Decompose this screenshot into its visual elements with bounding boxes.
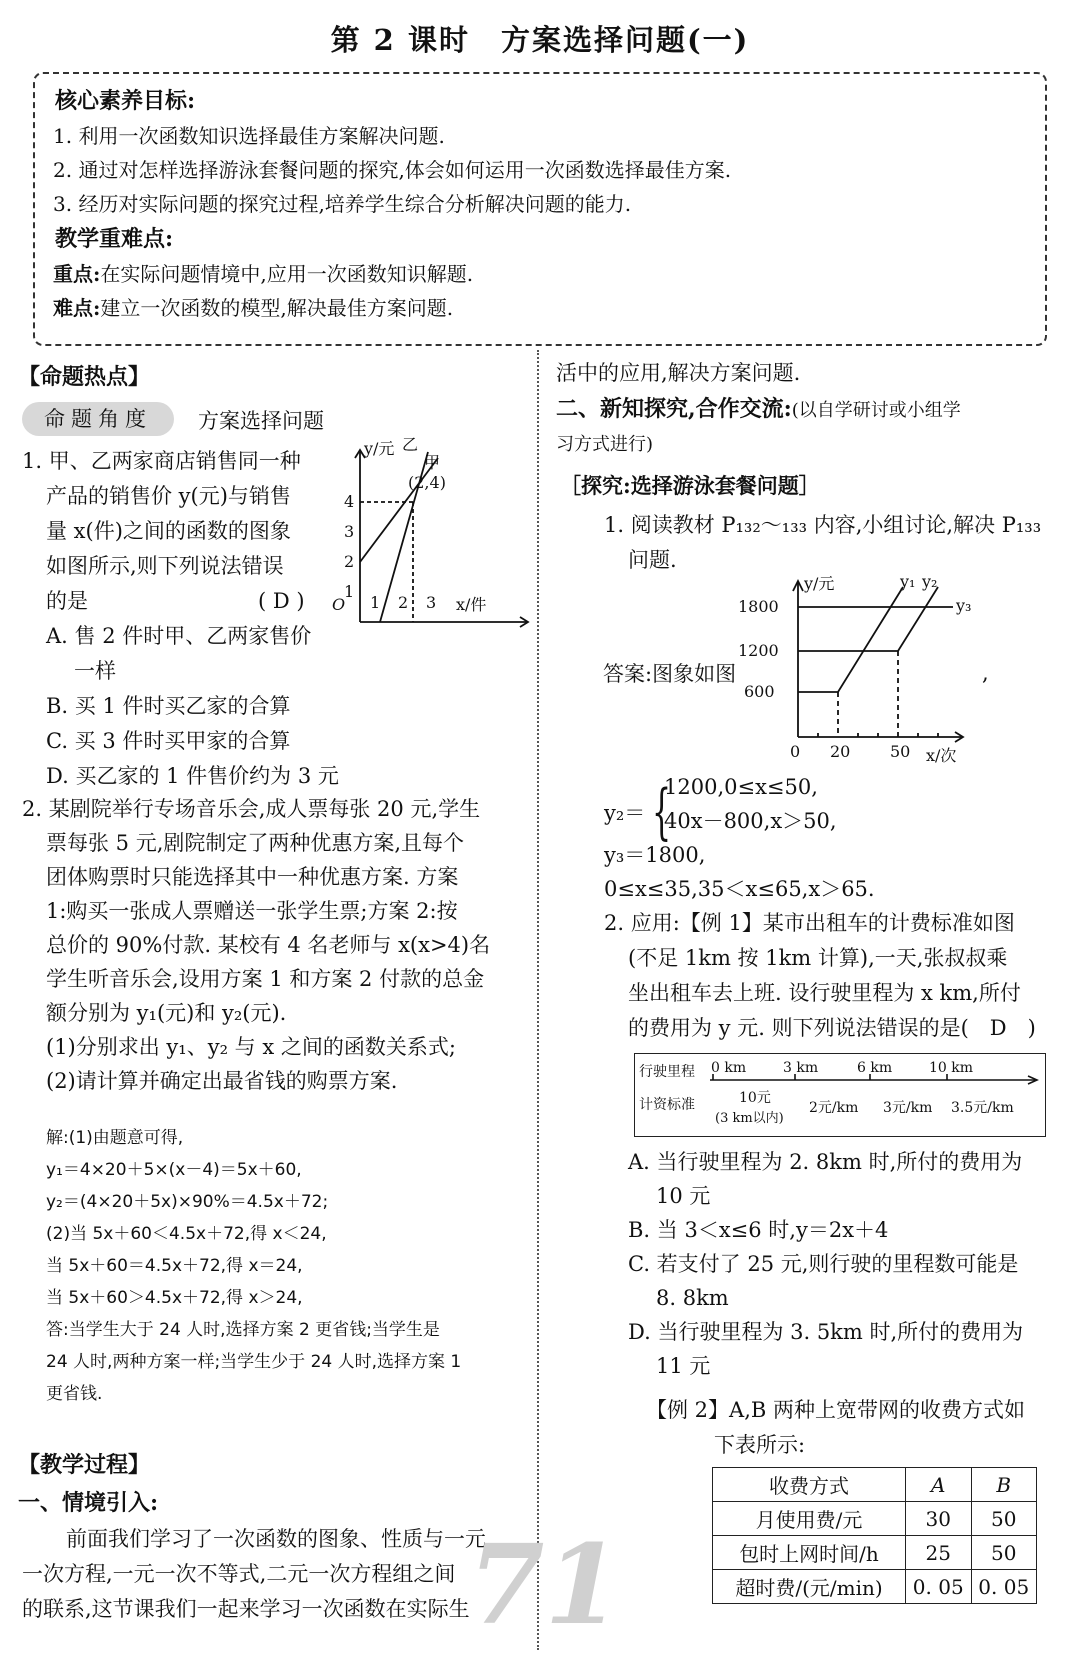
q2-line: (1)分别求出 y₁、y₂ 与 x 之间的函数关系式; bbox=[46, 1035, 456, 1059]
label-yi: 乙 bbox=[402, 435, 419, 454]
mark: 3 km bbox=[783, 1060, 819, 1076]
table-header: B bbox=[971, 1468, 1037, 1502]
hot-heading: 【命题热点】 bbox=[18, 364, 151, 390]
xtick: 2 bbox=[398, 593, 409, 612]
y2-case-2: 40x－800,x＞50, bbox=[664, 809, 837, 833]
ytick: 1800 bbox=[738, 597, 779, 616]
page-title: 第 2 课时 方案选择问题(一) bbox=[330, 23, 750, 57]
ytick: 2 bbox=[344, 552, 355, 571]
option-c: C. 买 3 件时买甲家的合算 bbox=[46, 729, 291, 753]
xtick: 0 bbox=[790, 742, 801, 761]
option-a-cont: 一样 bbox=[74, 659, 116, 683]
solution-line: 答:当学生大于 24 人时,选择方案 2 更省钱;当学生是 bbox=[46, 1320, 440, 1340]
option-c: C. 若支付了 25 元,则行驶的里程数可能是 bbox=[628, 1252, 1019, 1276]
q2-line: (2)请计算并确定出最省钱的购票方案. bbox=[46, 1069, 398, 1093]
taxi-scale bbox=[635, 1054, 1045, 1136]
row2-label: 计资标准 bbox=[639, 1097, 695, 1113]
option-d: D. 当行驶里程为 3. 5km 时,所付的费用为 bbox=[628, 1320, 1024, 1344]
angle-title: 方案选择问题 bbox=[198, 409, 324, 433]
q2-line: 1:购买一张成人票赠送一张学生票;方案 2:按 bbox=[46, 899, 458, 923]
xtick: 3 bbox=[426, 593, 437, 612]
key-point bbox=[53, 258, 473, 287]
q1-line: 的是 bbox=[46, 589, 88, 613]
answer-comma: , bbox=[982, 661, 989, 685]
table-cell: 0. 05 bbox=[906, 1570, 972, 1604]
graph1-point: (2,4) bbox=[408, 473, 446, 492]
table-header: A bbox=[906, 1468, 972, 1502]
intro-text bbox=[22, 1522, 486, 1627]
q2-line: 额分别为 y₁(元)和 y₂(元). bbox=[46, 1001, 287, 1025]
graph-1 bbox=[332, 435, 538, 645]
graph-2 bbox=[738, 572, 988, 765]
process-heading: 【教学过程】 bbox=[18, 1452, 151, 1478]
intro-line: 前面我们学习了一次函数的图象、性质与一元 bbox=[66, 1527, 486, 1551]
ytick: 4 bbox=[344, 492, 355, 511]
goal-item: 1. 利用一次函数知识选择最佳方案解决问题. bbox=[53, 124, 445, 148]
cont-line: 活中的应用,解决方案问题. bbox=[556, 361, 801, 385]
table-header: 收费方式 bbox=[713, 1468, 906, 1502]
fee-sub: (3 km以内) bbox=[715, 1111, 784, 1126]
label-y2: y₂ bbox=[922, 572, 938, 591]
row1-label: 行驶里程 bbox=[639, 1064, 695, 1080]
table-cell: 50 bbox=[971, 1502, 1037, 1536]
table-row bbox=[713, 1570, 1037, 1604]
new-note-2: 习方式进行) bbox=[556, 434, 654, 455]
option-a: A. 售 2 件时甲、乙两家售价 bbox=[46, 624, 312, 648]
ex1-options bbox=[628, 1145, 1023, 1383]
solution-line: y₁＝4×20＋5×(x－4)＝5x＋60, bbox=[46, 1160, 302, 1180]
fee: 3.5元/km bbox=[951, 1100, 1014, 1116]
graph1-origin: O bbox=[332, 595, 346, 614]
table-cell: 0. 05 bbox=[971, 1570, 1037, 1604]
ex1-line: (不足 1km 按 1km 计算),一天,张叔叔乘 bbox=[628, 946, 1008, 970]
step-1-cont: 问题. bbox=[628, 548, 677, 572]
xtick: 50 bbox=[890, 742, 911, 761]
option-a-cont: 10 元 bbox=[656, 1184, 711, 1208]
q2-solution bbox=[46, 1122, 461, 1410]
option-b: B. 买 1 件时买乙家的合算 bbox=[46, 694, 291, 718]
q2-line: 总价的 90%付款. 某校有 4 名老师与 x(x>4)名 bbox=[46, 933, 491, 957]
option-a: A. 当行驶里程为 2. 8km 时,所付的费用为 bbox=[628, 1150, 1023, 1174]
graph1-ylabel: y/元 bbox=[364, 439, 395, 458]
goals-heading: 核心素养目标: bbox=[55, 88, 196, 114]
key-heading: 教学重难点: bbox=[55, 226, 174, 252]
goal-item: 3. 经历对实际问题的探究过程,培养学生综合分析解决问题的能力. bbox=[53, 192, 632, 216]
solution-line: (2)当 5x＋60＜4.5x＋72,得 x＜24, bbox=[46, 1224, 327, 1244]
goal-item: 2. 通过对怎样选择游泳套餐问题的探究,体会如何运用一次函数选择最佳方案. bbox=[53, 158, 732, 182]
q1-line: 1. 甲、乙两家商店销售同一种 bbox=[22, 449, 301, 473]
line-y1 bbox=[798, 587, 903, 692]
solution-line: 当 5x＋60＞4.5x＋72,得 x＞24, bbox=[46, 1288, 303, 1308]
q1-line: 如图所示,则下列说法错误 bbox=[46, 554, 284, 578]
ex1-line: 的费用为 y 元. 则下列说法错误的是( D ) bbox=[628, 1016, 1036, 1040]
ranges-line: 0≤x≤35,35＜x≤65,x＞65. bbox=[604, 877, 875, 901]
option-d: D. 买乙家的 1 件售价约为 3 元 bbox=[46, 764, 339, 788]
new-section bbox=[556, 392, 961, 423]
angle-pill: 命题角度 bbox=[22, 402, 174, 436]
ytick: 1 bbox=[344, 582, 355, 601]
example-1 bbox=[604, 906, 1036, 1046]
solution-line: y₂＝(4×20＋5x)×90%＝4.5x＋72; bbox=[46, 1192, 329, 1212]
table-cell: 超时费/(元/min) bbox=[713, 1570, 906, 1604]
table-row bbox=[713, 1536, 1037, 1570]
table-cell: 25 bbox=[906, 1536, 972, 1570]
ex1-line: 2. 应用:【例 1】某市出租车的计费标准如图 bbox=[604, 911, 1015, 935]
table-cell: 30 bbox=[906, 1502, 972, 1536]
key-text: 在实际问题情境中,应用一次函数知识解题. bbox=[100, 262, 474, 286]
ytick: 1200 bbox=[738, 641, 779, 660]
intro-heading: 一、情境引入: bbox=[18, 1490, 159, 1516]
taxi-fee-box bbox=[634, 1053, 1046, 1137]
intro-line: 一次方程,一元一次不等式,二元一次方程组之间 bbox=[22, 1562, 456, 1586]
step-1: 1. 阅读教材 P₁₃₂～₁₃₃ 内容,小组讨论,解决 P₁₃₃ bbox=[604, 513, 1042, 537]
table-cell: 月使用费/元 bbox=[713, 1502, 906, 1536]
hard-point bbox=[53, 292, 453, 321]
ytick: 3 bbox=[344, 522, 355, 541]
ex1-line: 坐出租车去上班. 设行驶里程为 x km,所付 bbox=[628, 981, 1021, 1005]
q1-options bbox=[46, 619, 339, 794]
q2-line: 团体购票时只能选择其中一种优惠方案. 方案 bbox=[46, 865, 459, 889]
solution-line: 解:(1)由题意可得, bbox=[46, 1128, 184, 1148]
example-2-cont: 下表所示: bbox=[714, 1433, 806, 1457]
q1-line: 量 x(件)之间的函数的图象 bbox=[46, 519, 291, 543]
mark: 6 km bbox=[857, 1060, 893, 1076]
table-cell: 包时上网时间/h bbox=[713, 1536, 906, 1570]
fee: 3元/km bbox=[883, 1100, 933, 1116]
solution-line: 当 5x＋60＝4.5x＋72,得 x＝24, bbox=[46, 1256, 303, 1276]
graph2-xlabel: x/次 bbox=[926, 746, 957, 765]
table-row bbox=[713, 1502, 1037, 1536]
new-note: (以自学研讨或小组学 bbox=[791, 400, 961, 421]
answer-label: 答案:图象如图 bbox=[603, 662, 737, 686]
y2-label: y₂＝ bbox=[604, 801, 646, 825]
q2-line: 2. 某剧院举行专场音乐会,成人票每张 20 元,学生 bbox=[22, 797, 481, 821]
option-b: B. 当 3＜x≤6 时,y＝2x＋4 bbox=[628, 1218, 889, 1242]
line-y2 bbox=[798, 587, 938, 651]
explore-title: ［探究:选择游泳套餐问题］ bbox=[560, 473, 820, 498]
xtick: 20 bbox=[830, 742, 851, 761]
solution-line: 24 人时,两种方案一样;当学生少于 24 人时,选择方案 1 bbox=[46, 1352, 462, 1372]
fee: 2元/km bbox=[809, 1100, 859, 1116]
y2-case-1: 1200,0≤x≤50, bbox=[664, 775, 818, 799]
hard-label: 难点: bbox=[53, 296, 101, 320]
hard-text: 建立一次函数的模型,解决最佳方案问题. bbox=[100, 296, 454, 320]
graph1-xlabel: x/件 bbox=[456, 595, 487, 614]
question-2 bbox=[22, 792, 490, 1098]
fee-table bbox=[712, 1467, 1037, 1604]
new-heading: 二、新知探究,合作交流: bbox=[556, 396, 792, 422]
mark: 0 km bbox=[711, 1060, 747, 1076]
table-header-row bbox=[713, 1468, 1037, 1502]
xtick: 1 bbox=[370, 593, 381, 612]
example-2: 【例 2】A,B 两种上宽带网的收费方式如 bbox=[646, 1398, 1025, 1422]
table-cell: 50 bbox=[971, 1536, 1037, 1570]
brace-icon: { bbox=[652, 777, 672, 847]
q1-answer: ( D ) bbox=[258, 589, 305, 613]
goals-box bbox=[33, 72, 1047, 346]
fee: 10元 bbox=[739, 1090, 771, 1106]
label-y1: y₁ bbox=[900, 572, 916, 591]
option-d-cont: 11 元 bbox=[656, 1354, 711, 1378]
q1-line: 产品的销售价 y(元)与销售 bbox=[46, 484, 291, 508]
solution-line: 更省钱. bbox=[46, 1384, 103, 1404]
option-c-cont: 8. 8km bbox=[656, 1286, 729, 1310]
q2-line: 学生听音乐会,设用方案 1 和方案 2 付款的总金 bbox=[46, 967, 485, 991]
ytick: 600 bbox=[744, 682, 775, 701]
page-number: 71 bbox=[468, 1520, 622, 1649]
y3-line: y₃＝1800, bbox=[604, 843, 706, 867]
intro-line: 的联系,这节课我们一起来学习一次函数在实际生 bbox=[22, 1597, 470, 1621]
mark: 10 km bbox=[929, 1060, 974, 1076]
key-label: 重点: bbox=[53, 262, 101, 286]
label-y3: y₃ bbox=[956, 596, 972, 615]
graph2-ylabel: y/元 bbox=[804, 574, 835, 593]
q2-line: 票每张 5 元,剧院制定了两种优惠方案,且每个 bbox=[46, 831, 465, 855]
label-jia: 甲 bbox=[424, 453, 441, 472]
